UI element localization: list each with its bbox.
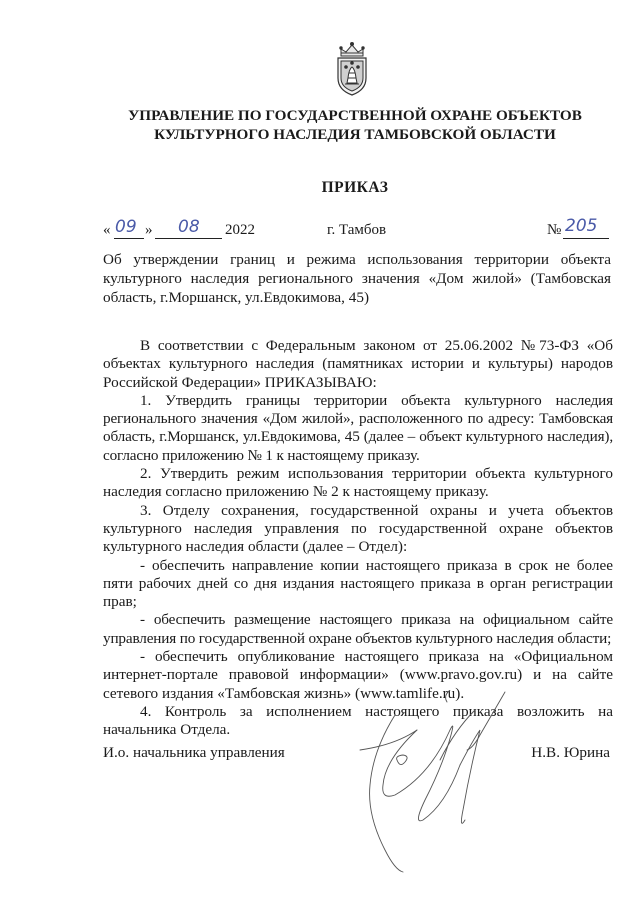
clause-1: 1. Утвердить границы территории объекта культурного наследия регионального значения «Дом жилой», расположенного по адресу: Тамбовская область, г.Моршанск, ул.Евдокимова, 45 (далее – объект культурного наследия), согласно приложению № 1 к настоящему приказу.: [103, 391, 613, 464]
clause-3-item-2: - обеспечить размещение настоящего приказа на официальном сайте управления по государственной охране объектов культурного наследия области;: [103, 611, 613, 647]
order-number: 205: [565, 216, 598, 236]
date-quote-close: »: [145, 222, 153, 238]
city: г. Тамбов: [327, 222, 387, 238]
clause-3-item-1: - обеспечить направление копии настоящего приказа в срок не более пяти рабочих дней со дня издания настоящего приказа в орган регистрации прав;: [103, 556, 613, 611]
signatory-position: И.о. начальника управления: [103, 744, 285, 761]
order-body: [103, 337, 613, 740]
order-subject: Об утверждении границ и режима использования территории объекта культурного наследия регионального значения «Дом жилой» (Тамбовская область, г.Моршанск, ул.Евдокимова, 45): [103, 251, 611, 307]
clause-3-item-3: - обеспечить опубликование настоящего приказа на «Официальном интернет-портале правовой информации» (www.pravo.gov.ru) и на сайте сетевого издания «Тамбовская жизнь» (www.tamlife.ru).: [103, 648, 613, 702]
clause-4: 4. Контроль за исполнением настоящего приказа возложить на начальника Отдела.: [103, 702, 613, 739]
agency-name-line-2: КУЛЬТУРНОГО НАСЛЕДИЯ ТАМБОВСКОЙ ОБЛАСТИ: [154, 126, 556, 143]
date-quote-open: «: [103, 222, 111, 238]
date-day: 09: [115, 217, 137, 237]
clause-2: 2. Утвердить режим использования территории объекта культурного наследия согласно приложению № 2 к настоящему приказу.: [103, 465, 613, 501]
agency-name-line-1: УПРАВЛЕНИЕ ПО ГОСУДАРСТВЕННОЙ ОХРАНЕ ОБЪЕКТОВ: [128, 107, 582, 124]
handwritten-signature-icon: [355, 690, 530, 875]
preamble-paragraph: В соответствии с Федеральным законом от 25.06.2002 №73-ФЗ «Об объектах культурного наследия (памятниках истории и культуры) народов Российской Федерации» ПРИКАЗЫВАЮ:: [103, 337, 613, 391]
date-line: [103, 216, 610, 244]
document-title: ПРИКАЗ: [321, 179, 389, 196]
number-sign: №: [547, 222, 562, 238]
coat-of-arms-icon: [327, 40, 377, 98]
signatory-name: Н.В. Юрина: [531, 744, 610, 761]
clause-3: 3. Отделу сохранения, государственной охраны и учета объектов культурного наследия управления по государственной охране объектов культурного наследия области (далее – Отдел):: [103, 501, 613, 556]
date-month: 08: [178, 217, 200, 237]
date-year: 2022: [225, 222, 255, 238]
